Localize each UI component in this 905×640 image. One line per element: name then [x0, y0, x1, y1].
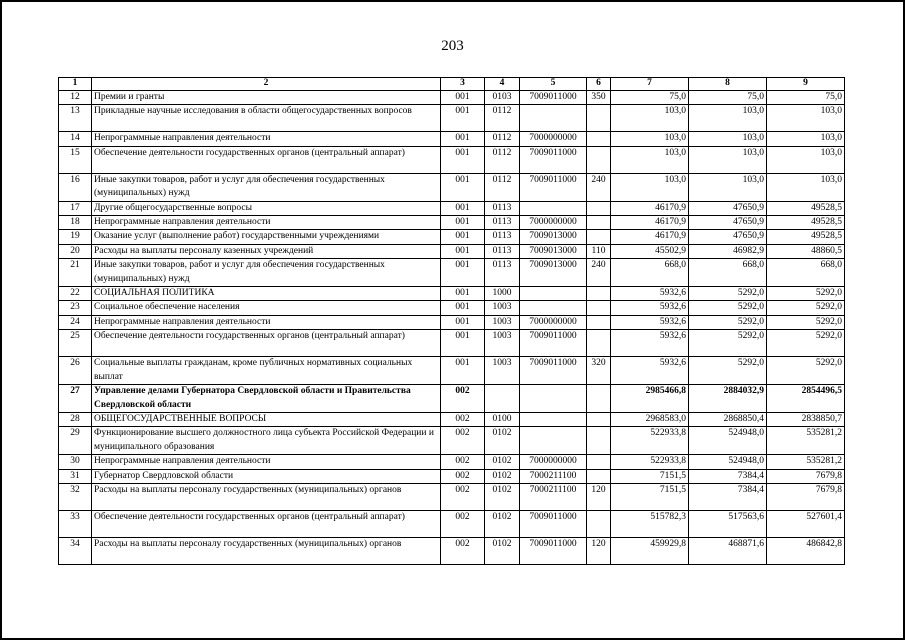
ministry-code-cell: 001 — [441, 301, 485, 315]
amount-col8-cell: 47650,9 — [689, 201, 767, 215]
header-cell: 7 — [611, 78, 689, 91]
amount-col8-cell: 5292,0 — [689, 287, 767, 301]
target-article-cell: 7009011000 — [520, 537, 587, 564]
section-code-cell: 0102 — [485, 455, 520, 469]
amount-col7-cell: 515782,3 — [611, 510, 689, 537]
target-article-cell: 7009013000 — [520, 259, 587, 287]
amount-col7-cell: 46170,9 — [611, 216, 689, 230]
amount-col8-cell: 5292,0 — [689, 315, 767, 329]
ministry-code-cell: 002 — [441, 469, 485, 483]
target-article-cell — [520, 201, 587, 215]
amount-col7-cell: 46170,9 — [611, 201, 689, 215]
ministry-code-cell: 001 — [441, 173, 485, 201]
expense-type-cell — [587, 469, 611, 483]
amount-col7-cell: 46170,9 — [611, 230, 689, 244]
section-code-cell: 0102 — [485, 469, 520, 483]
table-row — [59, 216, 845, 230]
amount-col7-cell: 103,0 — [611, 105, 689, 132]
ministry-code-cell: 001 — [441, 230, 485, 244]
row-number-cell: 15 — [59, 146, 92, 173]
expense-type-cell: 240 — [587, 259, 611, 287]
section-code-cell: 0112 — [485, 146, 520, 173]
amount-col8-cell: 5292,0 — [689, 330, 767, 357]
section-code-cell: 0103 — [485, 91, 520, 105]
row-name-cell: Иные закупки товаров, работ и услуг для обеспечения государственных (муниципальных) нужд — [92, 173, 441, 201]
target-article-cell — [520, 427, 587, 455]
table-row — [59, 244, 845, 258]
amount-col7-cell: 103,0 — [611, 146, 689, 173]
amount-col9-cell: 49528,5 — [767, 230, 845, 244]
amount-col9-cell: 486842,8 — [767, 537, 845, 564]
table-row — [59, 230, 845, 244]
expense-type-cell — [587, 105, 611, 132]
ministry-code-cell: 001 — [441, 315, 485, 329]
amount-col7-cell: 7151,5 — [611, 469, 689, 483]
row-number-cell: 24 — [59, 315, 92, 329]
table-row — [59, 412, 845, 426]
table-row — [59, 301, 845, 315]
ministry-code-cell: 002 — [441, 537, 485, 564]
amount-col7-cell: 7151,5 — [611, 483, 689, 510]
table-row — [59, 455, 845, 469]
ministry-code-cell: 001 — [441, 146, 485, 173]
row-name-cell: Премии и гранты — [92, 91, 441, 105]
amount-col9-cell: 668,0 — [767, 259, 845, 287]
row-number-cell: 25 — [59, 330, 92, 357]
target-article-cell: 7000211100 — [520, 483, 587, 510]
row-name-cell: Функционирование высшего должностного лица субъекта Российской Федерации и муниципального образования — [92, 427, 441, 455]
row-name-cell: Непрограммные направления деятельности — [92, 315, 441, 329]
page-number: 203 — [441, 38, 464, 54]
row-number-cell: 28 — [59, 412, 92, 426]
section-code-cell: 0102 — [485, 483, 520, 510]
expense-type-cell — [587, 510, 611, 537]
section-code-cell: 0113 — [485, 201, 520, 215]
amount-col8-cell: 103,0 — [689, 105, 767, 132]
section-code-cell: 0113 — [485, 244, 520, 258]
header-cell: 6 — [587, 78, 611, 91]
table-row — [59, 510, 845, 537]
amount-col8-cell: 7384,4 — [689, 469, 767, 483]
section-code-cell: 0112 — [485, 173, 520, 201]
row-number-cell: 29 — [59, 427, 92, 455]
table-body — [59, 91, 845, 565]
row-name-cell: Обеспечение деятельности государственных органов (центральный аппарат) — [92, 330, 441, 357]
amount-col9-cell: 7679,8 — [767, 483, 845, 510]
table-row — [59, 330, 845, 357]
row-name-cell: Непрограммные направления деятельности — [92, 132, 441, 146]
header-cell: 4 — [485, 78, 520, 91]
row-name-cell: ОБЩЕГОСУДАРСТВЕННЫЕ ВОПРОСЫ — [92, 412, 441, 426]
row-number-cell: 13 — [59, 105, 92, 132]
section-code-cell — [485, 385, 520, 413]
row-number-cell: 20 — [59, 244, 92, 258]
section-code-cell: 1003 — [485, 357, 520, 385]
row-name-cell: СОЦИАЛЬНАЯ ПОЛИТИКА — [92, 287, 441, 301]
ministry-code-cell: 001 — [441, 132, 485, 146]
amount-col9-cell: 75,0 — [767, 91, 845, 105]
table-row — [59, 357, 845, 385]
table-row — [59, 91, 845, 105]
amount-col9-cell: 5292,0 — [767, 330, 845, 357]
amount-col8-cell: 2884032,9 — [689, 385, 767, 413]
amount-col7-cell: 103,0 — [611, 132, 689, 146]
ministry-code-cell: 002 — [441, 412, 485, 426]
table-header-row — [59, 78, 845, 91]
expense-type-cell: 240 — [587, 173, 611, 201]
table-row — [59, 259, 845, 287]
amount-col9-cell: 7679,8 — [767, 469, 845, 483]
row-name-cell: Социальные выплаты гражданам, кроме публичных нормативных социальных выплат — [92, 357, 441, 385]
ministry-code-cell: 002 — [441, 483, 485, 510]
target-article-cell — [520, 412, 587, 426]
amount-col7-cell: 5932,6 — [611, 315, 689, 329]
expense-type-cell: 120 — [587, 537, 611, 564]
table-row — [59, 105, 845, 132]
expense-type-cell — [587, 330, 611, 357]
row-name-cell: Другие общегосударственные вопросы — [92, 201, 441, 215]
section-code-cell: 0102 — [485, 537, 520, 564]
row-number-cell: 32 — [59, 483, 92, 510]
header-cell: 8 — [689, 78, 767, 91]
row-name-cell: Прикладные научные исследования в области общегосударственных вопросов — [92, 105, 441, 132]
amount-col8-cell: 103,0 — [689, 132, 767, 146]
row-name-cell: Расходы на выплаты персоналу государственных (муниципальных) органов — [92, 537, 441, 564]
section-code-cell: 0100 — [485, 412, 520, 426]
amount-col9-cell: 48860,5 — [767, 244, 845, 258]
amount-col8-cell: 47650,9 — [689, 216, 767, 230]
header-cell: 9 — [767, 78, 845, 91]
amount-col8-cell: 46982,9 — [689, 244, 767, 258]
amount-col9-cell: 103,0 — [767, 132, 845, 146]
expense-type-cell: 320 — [587, 357, 611, 385]
header-cell: 5 — [520, 78, 587, 91]
amount-col9-cell: 535281,2 — [767, 427, 845, 455]
target-article-cell: 7000211100 — [520, 469, 587, 483]
row-name-cell: Обеспечение деятельности государственных органов (центральный аппарат) — [92, 510, 441, 537]
section-code-cell: 0102 — [485, 510, 520, 537]
table-row — [59, 173, 845, 201]
row-name-cell: Непрограммные направления деятельности — [92, 455, 441, 469]
target-article-cell: 7009011000 — [520, 330, 587, 357]
target-article-cell: 7009011000 — [520, 146, 587, 173]
amount-col8-cell: 524948,0 — [689, 455, 767, 469]
table-row — [59, 315, 845, 329]
row-name-cell: Обеспечение деятельности государственных органов (центральный аппарат) — [92, 146, 441, 173]
amount-col8-cell: 7384,4 — [689, 483, 767, 510]
row-name-cell: Непрограммные направления деятельности — [92, 216, 441, 230]
row-number-cell: 21 — [59, 259, 92, 287]
ministry-code-cell: 002 — [441, 510, 485, 537]
amount-col7-cell: 5932,6 — [611, 301, 689, 315]
amount-col9-cell: 535281,2 — [767, 455, 845, 469]
table-row — [59, 132, 845, 146]
amount-col9-cell: 527601,4 — [767, 510, 845, 537]
amount-col8-cell: 517563,6 — [689, 510, 767, 537]
target-article-cell: 7009011000 — [520, 91, 587, 105]
amount-col7-cell: 75,0 — [611, 91, 689, 105]
table-row — [59, 427, 845, 455]
row-name-cell: Иные закупки товаров, работ и услуг для обеспечения государственных (муниципальных) нужд — [92, 259, 441, 287]
amount-col7-cell: 522933,8 — [611, 455, 689, 469]
amount-col8-cell: 2868850,4 — [689, 412, 767, 426]
section-code-cell: 0113 — [485, 230, 520, 244]
section-code-cell: 1003 — [485, 330, 520, 357]
amount-col9-cell: 2838850,7 — [767, 412, 845, 426]
target-article-cell: 7000000000 — [520, 132, 587, 146]
header-cell: 1 — [59, 78, 92, 91]
amount-col7-cell: 2985466,8 — [611, 385, 689, 413]
ministry-code-cell: 001 — [441, 216, 485, 230]
table-row — [59, 469, 845, 483]
section-code-cell: 0113 — [485, 259, 520, 287]
section-code-cell: 1003 — [485, 301, 520, 315]
row-number-cell: 31 — [59, 469, 92, 483]
expense-type-cell — [587, 301, 611, 315]
table-row — [59, 146, 845, 173]
row-name-cell: Расходы на выплаты персоналу государственных (муниципальных) органов — [92, 483, 441, 510]
target-article-cell — [520, 385, 587, 413]
target-article-cell: 7000000000 — [520, 216, 587, 230]
ministry-code-cell: 001 — [441, 259, 485, 287]
expense-type-cell — [587, 315, 611, 329]
target-article-cell: 7000000000 — [520, 315, 587, 329]
row-number-cell: 33 — [59, 510, 92, 537]
table-row — [59, 483, 845, 510]
ministry-code-cell: 001 — [441, 91, 485, 105]
amount-col9-cell: 103,0 — [767, 173, 845, 201]
ministry-code-cell: 002 — [441, 427, 485, 455]
amount-col7-cell: 5932,6 — [611, 357, 689, 385]
expense-type-cell: 110 — [587, 244, 611, 258]
row-number-cell: 34 — [59, 537, 92, 564]
row-number-cell: 30 — [59, 455, 92, 469]
amount-col7-cell: 668,0 — [611, 259, 689, 287]
ministry-code-cell: 001 — [441, 105, 485, 132]
ministry-code-cell: 001 — [441, 201, 485, 215]
amount-col8-cell: 468871,6 — [689, 537, 767, 564]
target-article-cell — [520, 105, 587, 132]
row-number-cell: 23 — [59, 301, 92, 315]
row-number-cell: 22 — [59, 287, 92, 301]
row-number-cell: 26 — [59, 357, 92, 385]
header-cell: 2 — [92, 78, 441, 91]
expense-type-cell — [587, 455, 611, 469]
section-code-cell: 0102 — [485, 427, 520, 455]
row-name-cell: Оказание услуг (выполнение работ) государственными учреждениями — [92, 230, 441, 244]
expense-type-cell: 120 — [587, 483, 611, 510]
row-number-cell: 17 — [59, 201, 92, 215]
table-row — [59, 385, 845, 413]
amount-col9-cell: 5292,0 — [767, 301, 845, 315]
row-number-cell: 19 — [59, 230, 92, 244]
document-page — [2, 2, 903, 638]
target-article-cell: 7009011000 — [520, 173, 587, 201]
target-article-cell: 7009011000 — [520, 510, 587, 537]
amount-col9-cell: 103,0 — [767, 105, 845, 132]
row-number-cell: 16 — [59, 173, 92, 201]
amount-col8-cell: 524948,0 — [689, 427, 767, 455]
row-number-cell: 14 — [59, 132, 92, 146]
expense-type-cell — [587, 132, 611, 146]
section-code-cell: 0112 — [485, 132, 520, 146]
table-row — [59, 201, 845, 215]
row-name-cell: Губернатор Свердловской области — [92, 469, 441, 483]
table-row — [59, 287, 845, 301]
amount-col8-cell: 5292,0 — [689, 301, 767, 315]
amount-col7-cell: 103,0 — [611, 173, 689, 201]
amount-col9-cell: 2854496,5 — [767, 385, 845, 413]
amount-col8-cell: 103,0 — [689, 173, 767, 201]
amount-col9-cell: 49528,5 — [767, 216, 845, 230]
row-name-cell: Расходы на выплаты персоналу казенных учреждений — [92, 244, 441, 258]
amount-col7-cell: 522933,8 — [611, 427, 689, 455]
expense-type-cell — [587, 385, 611, 413]
table-row — [59, 537, 845, 564]
expense-type-cell: 350 — [587, 91, 611, 105]
amount-col9-cell: 5292,0 — [767, 315, 845, 329]
amount-col9-cell: 49528,5 — [767, 201, 845, 215]
expense-type-cell — [587, 216, 611, 230]
amount-col8-cell: 47650,9 — [689, 230, 767, 244]
amount-col7-cell: 459929,8 — [611, 537, 689, 564]
budget-table — [58, 77, 845, 565]
target-article-cell: 7009011000 — [520, 357, 587, 385]
row-number-cell: 27 — [59, 385, 92, 413]
amount-col8-cell: 103,0 — [689, 146, 767, 173]
row-number-cell: 12 — [59, 91, 92, 105]
row-name-cell: Управление делами Губернатора Свердловской области и Правительства Свердловской области — [92, 385, 441, 413]
ministry-code-cell: 001 — [441, 287, 485, 301]
amount-col9-cell: 5292,0 — [767, 357, 845, 385]
amount-col7-cell: 2968583,0 — [611, 412, 689, 426]
expense-type-cell — [587, 146, 611, 173]
ministry-code-cell: 002 — [441, 385, 485, 413]
expense-type-cell — [587, 427, 611, 455]
expense-type-cell — [587, 287, 611, 301]
target-article-cell — [520, 301, 587, 315]
ministry-code-cell: 001 — [441, 330, 485, 357]
expense-type-cell — [587, 230, 611, 244]
section-code-cell: 1003 — [485, 315, 520, 329]
target-article-cell — [520, 287, 587, 301]
row-number-cell: 18 — [59, 216, 92, 230]
amount-col7-cell: 5932,6 — [611, 330, 689, 357]
target-article-cell: 7009013000 — [520, 244, 587, 258]
amount-col9-cell: 103,0 — [767, 146, 845, 173]
ministry-code-cell: 001 — [441, 244, 485, 258]
section-code-cell: 0113 — [485, 216, 520, 230]
ministry-code-cell: 002 — [441, 455, 485, 469]
amount-col8-cell: 668,0 — [689, 259, 767, 287]
amount-col7-cell: 5932,6 — [611, 287, 689, 301]
amount-col8-cell: 5292,0 — [689, 357, 767, 385]
target-article-cell: 7009013000 — [520, 230, 587, 244]
expense-type-cell — [587, 201, 611, 215]
section-code-cell: 0112 — [485, 105, 520, 132]
target-article-cell: 7000000000 — [520, 455, 587, 469]
header-cell: 3 — [441, 78, 485, 91]
row-name-cell: Социальное обеспечение населения — [92, 301, 441, 315]
ministry-code-cell: 001 — [441, 357, 485, 385]
section-code-cell: 1000 — [485, 287, 520, 301]
amount-col9-cell: 5292,0 — [767, 287, 845, 301]
amount-col7-cell: 45502,9 — [611, 244, 689, 258]
amount-col8-cell: 75,0 — [689, 91, 767, 105]
expense-type-cell — [587, 412, 611, 426]
